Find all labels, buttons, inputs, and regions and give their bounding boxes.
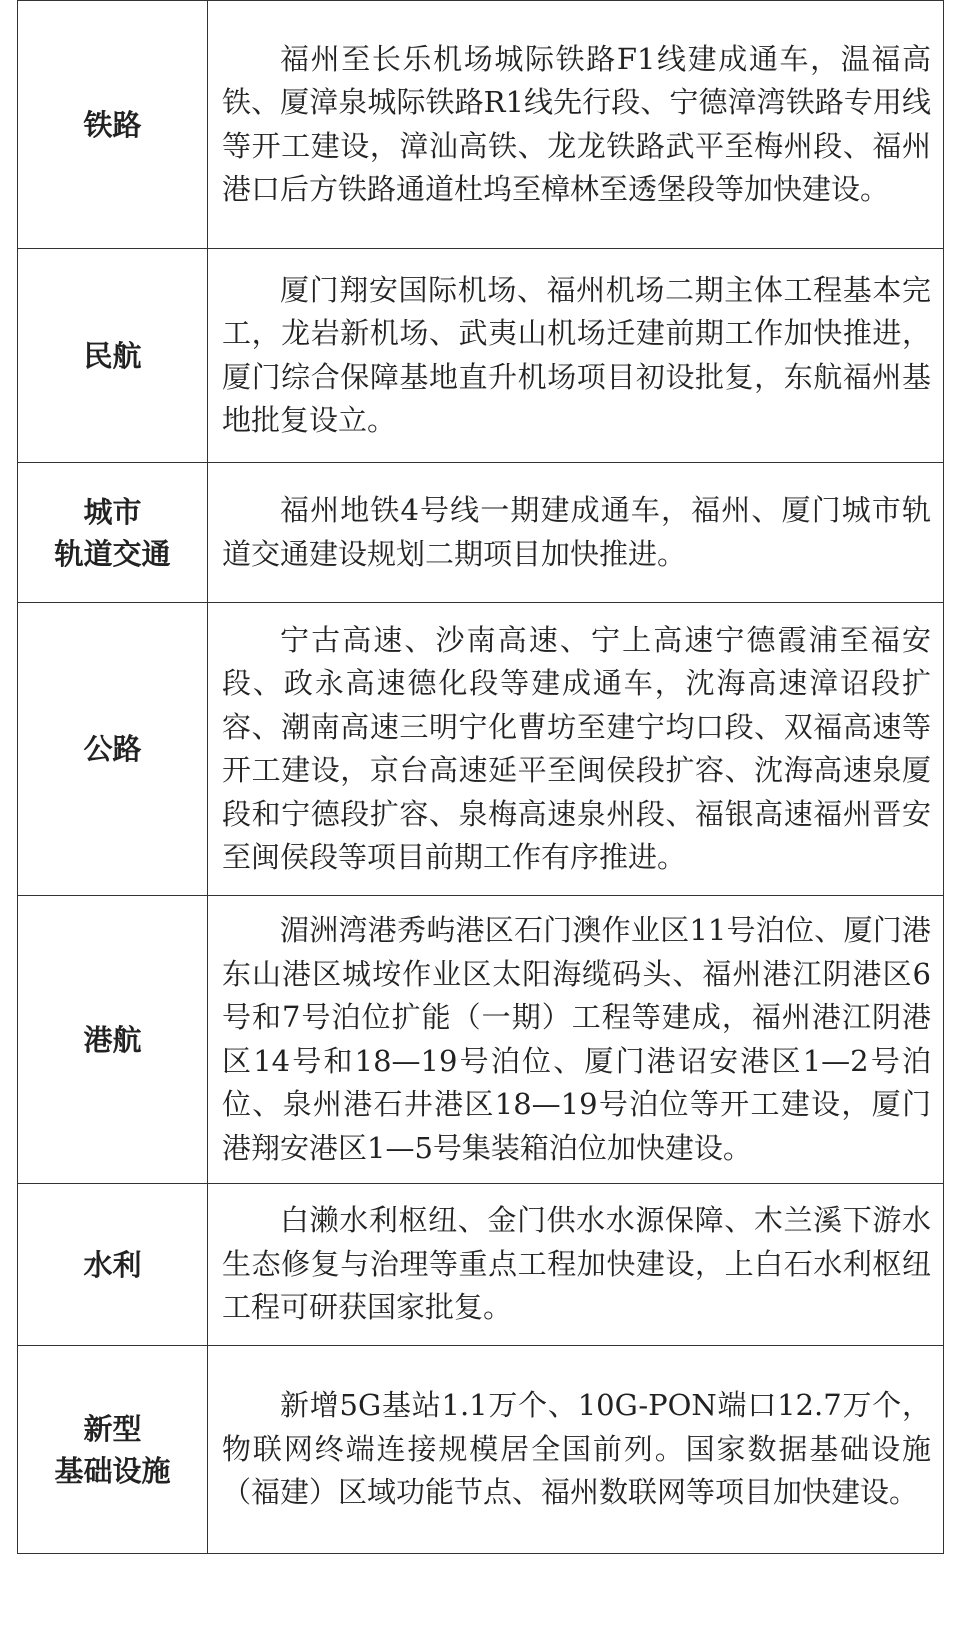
infrastructure-table [17,0,944,1554]
category-label: 水利 [83,1247,142,1282]
description-cell: 宁古高速、沙南高速、宁上高速宁德霞浦至福安段、政永高速德化段等建成通车，沈海高速漳诏段扩容、潮南高速三明宁化曹坊至建宁均口段、双福高速等开工建设，京台高速延平至闽侯段扩容、沈海高速泉厦段和宁德段扩容、泉梅高速泉州段、福银高速福州晋安至闽侯段等项目前期工作有序推进。 [208,603,944,896]
description-cell: 福州地铁4号线一期建成通车，福州、厦门城市轨道交通建设规划二期项目加快推进。 [208,463,944,603]
category-cell [18,1184,208,1346]
category-cell [18,603,208,896]
category-label: 公路 [83,732,142,766]
table-row-ports [18,896,944,1184]
category-label: 轨道交通 [54,536,171,571]
category-label: 城市 [83,494,142,529]
category-label: 港航 [83,1022,142,1057]
category-cell [18,1,208,249]
category-label: 基础设施 [54,1453,171,1488]
category-cell [18,896,208,1184]
table-row-new-infrastructure [18,1346,944,1554]
category-label: 铁路 [83,107,142,142]
category-label: 新型 [83,1411,142,1446]
table-row-water [18,1184,944,1346]
table-row-aviation [18,249,944,463]
category-label: 民航 [83,338,142,373]
description-cell: 厦门翔安国际机场、福州机场二期主体工程基本完工，龙岩新机场、武夷山机场迁建前期工作加快推进，厦门综合保障基地直升机场项目初设批复，东航福州基地批复设立。 [208,249,944,463]
category-cell [18,463,208,603]
category-cell [18,1346,208,1554]
table-row-highway [18,603,944,896]
description-cell: 湄洲湾港秀屿港区石门澳作业区11号泊位、厦门港东山港区城垵作业区太阳海缆码头、福州港江阴港区6号和7号泊位扩能（一期）工程等建成，福州港江阴港区14号和18—19号泊位、厦门港诏安港区1—2号泊位、泉州港石井港区18—19号泊位等开工建设，厦门港翔安港区1—5号集装箱泊位加快建设。 [208,896,944,1184]
description-cell: 福州至长乐机场城际铁路F1线建成通车，温福高铁、厦漳泉城际铁路R1线先行段、宁德漳湾铁路专用线等开工建设，漳汕高铁、龙龙铁路武平至梅州段、福州港口后方铁路通道杜坞至樟林至透堡段等加快建设。 [208,1,944,249]
table-row-urban-rail [18,463,944,603]
description-cell: 白濑水利枢纽、金门供水水源保障、木兰溪下游水生态修复与治理等重点工程加快建设，上白石水利枢纽工程可研获国家批复。 [208,1184,944,1346]
table-row-railway [18,1,944,249]
description-cell: 新增5G基站1.1万个、10G-PON端口12.7万个，物联网终端连接规模居全国前列。国家数据基础设施（福建）区域功能节点、福州数联网等项目加快建设。 [208,1346,944,1554]
category-cell [18,249,208,463]
